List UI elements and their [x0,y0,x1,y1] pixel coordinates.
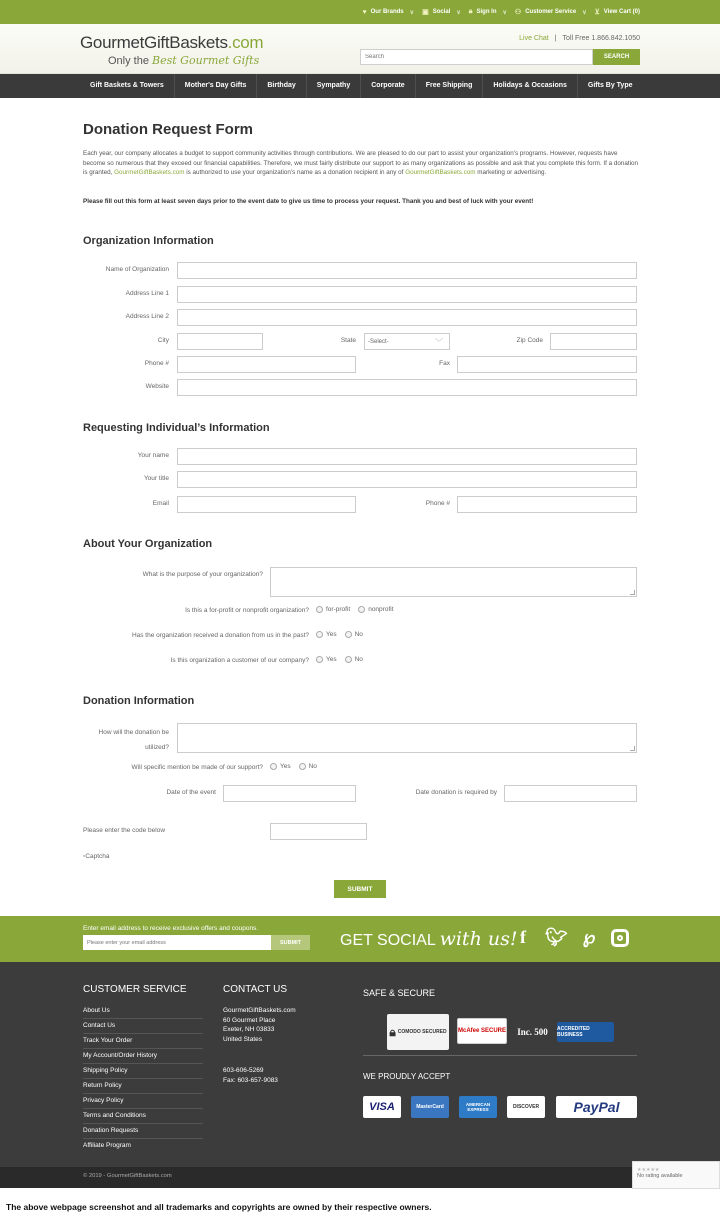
chevron-down-icon: ∨ [456,9,461,16]
website-field[interactable] [177,379,637,396]
donation-form [0,98,720,916]
nav-mothers-day[interactable]: Mother's Day Gifts [175,74,258,98]
indiv-phone-field[interactable] [457,496,637,513]
header-links: Live Chat | Toll Free 1.866.842.1050 [519,35,640,42]
event-date-field[interactable] [223,785,356,802]
rating-widget[interactable]: ★★★★★ No rating available [632,1161,720,1189]
label-purpose: What is the purpose of your organization? [142,571,263,578]
broken-image-icon: ▫ [83,853,86,860]
city-field[interactable] [177,333,263,350]
get-social-heading: GET SOCIAL with us! [340,928,518,950]
logo-tagline: Only the Best Gourmet Gifts [108,54,260,67]
disclaimer: The above webpage screenshot and all trademarks and copyrights are owned by their respective owners. [6,1202,432,1212]
live-chat-link[interactable]: Live Chat [519,35,549,42]
newsletter-email-input[interactable] [83,935,271,950]
past-donation-radio-group [316,631,371,638]
label-zip: Zip Code [516,337,543,344]
mention-yes-radio[interactable]: Yes [270,763,291,770]
heart-icon: ♥ [362,8,367,16]
label-utilized: How will the donation be utilized? [98,729,169,751]
utility-bar [0,0,720,24]
copyright-text: © 2019 - GourmetGiftBaskets.com [83,1173,172,1179]
twitter-icon[interactable]: 🐦︎ [545,927,568,947]
your-name-field[interactable] [177,448,637,465]
footer-cs-links [83,1004,203,1154]
sign-in-link[interactable]: 🔒︎ Sign In ∨ [468,8,507,16]
copyright-bar [0,1167,720,1188]
section-heading-organization: Organization Information [83,235,214,247]
your-title-field[interactable] [177,471,637,488]
nav-holidays[interactable]: Holidays & Occasions [483,74,578,98]
section-heading-donation: Donation Information [83,695,195,707]
label-state: State [340,337,356,344]
label-captcha: Please enter the code below [83,827,166,834]
people-icon: ⚇ [514,9,522,16]
label-fax: Fax [439,360,450,367]
label-event-date: Date of the event [166,789,216,796]
paypal-icon: PayPal [556,1096,637,1118]
stars-icon: ★★★★★ [637,1167,660,1173]
pinterest-icon[interactable]: ℘ [582,927,596,947]
nav-free-shipping[interactable]: Free Shipping [416,74,484,98]
visa-card-icon: VISA [363,1096,401,1118]
site-footer [0,962,720,1167]
site-link[interactable]: GourmetGiftBaskets.com [114,169,185,177]
submit-button[interactable]: SUBMIT [334,880,386,898]
for-profit-radio[interactable]: for-profit [316,606,350,613]
footer-address: GourmetGiftBaskets.com 60 Gourmet Place Exeter, NH 03833 United States [223,1007,296,1044]
site-header [0,24,720,74]
nonprofit-radio[interactable]: nonprofit [358,606,393,613]
label-address2: Address Line 2 [125,313,169,320]
mcafee-badge: McAfee SECURE [457,1018,507,1044]
email-field[interactable] [177,496,356,513]
footer-link-affiliate[interactable]: Affiliate Program [83,1142,131,1149]
customer-no-radio[interactable]: No [345,656,363,663]
search-input[interactable] [360,49,593,65]
footer-heading-safe: SAFE & SECURE [363,988,436,998]
view-cart-link[interactable]: ⊻ View Cart (0) [594,9,640,16]
page-title: Donation Request Form [83,121,254,138]
label-email: Email [152,500,169,507]
state-select[interactable]: -Select- ﹀ [364,333,450,350]
mention-radio-group [270,763,325,770]
chat-icon: ▣ [422,9,429,16]
section-heading-about: About Your Organization [83,538,213,550]
past-donation-yes-radio[interactable]: Yes [316,631,337,638]
logo[interactable]: GourmetGiftBaskets.com [80,33,264,52]
padlock-icon: 🔒︎ [389,1024,396,1039]
footer-link-privacy[interactable]: Privacy Policy [83,1094,203,1109]
footer-link-track[interactable]: Track Your Order [83,1034,203,1049]
nav-gifts-by-type[interactable]: Gifts By Type [587,82,633,89]
captcha-field[interactable] [270,823,367,840]
customer-radio-group [316,656,371,663]
footer-link-contact[interactable]: Contact Us [83,1019,203,1034]
our-brands-link[interactable]: ♥ Our Brands ∨ [362,8,415,16]
address1-field[interactable] [177,286,637,303]
footer-link-account[interactable]: My Account/Order History [83,1049,203,1064]
label-mention: Will specific mention be made of our support? [131,764,263,771]
social-link[interactable]: ▣ Social ∨ [422,9,461,16]
nav-birthday[interactable]: Birthday [257,74,306,98]
label-org-name: Name of Organization [105,266,169,273]
comodo-badge: 🔒︎ COMODO SECURED [387,1014,449,1050]
footer-link-about[interactable]: About Us [83,1004,203,1019]
cart-icon: ⊻ [594,9,600,16]
bbb-badge: ACCREDITED BUSINESS [557,1022,614,1042]
chevron-down-icon: ∨ [502,9,507,16]
utilized-textarea[interactable] [177,723,637,753]
address2-field[interactable] [177,309,637,326]
footer-phone: 603-606-5269 Fax: 603-657-9083 [223,1067,278,1084]
chevron-down-icon: ∨ [582,9,587,16]
intro-text: Each year, our company allocates a budget to support community activities through contributions. We are pleased to do our part to assist your organization's programs. However, requests have become so numerous that they exceed our financial capabilities. Therefore, we must fairly distribute our support to as many organizations as possible and ask that you complete this form. If a donation is granted, GourmetGiftBaskets.com is authorized to use your organization's name as a donation recipient in any of GourmetGiftBaskets.com marketing or advertising. [83,150,639,177]
label-website: Website [145,383,169,390]
label-phone: Phone # [144,360,169,367]
org-name-field[interactable] [177,262,637,279]
label-past-donation: Has the organization received a donation from us in the past? [131,632,309,639]
form-note: Please fill out this form at least seven days prior to the event date to give us time to process your request. Thank you and best of luck with your event! [83,198,534,205]
fax-field[interactable] [457,356,637,373]
nav-gift-baskets[interactable]: Gift Baskets & Towers [80,74,175,98]
nav-corporate[interactable]: Corporate [361,74,415,98]
footer-link-return[interactable]: Return Policy [83,1079,203,1094]
mastercard-icon: MasterCard [411,1096,449,1118]
footer-heading-cs: CUSTOMER SERVICE [83,984,187,995]
toll-free-number: Toll Free 1.866.842.1050 [562,35,640,42]
mention-no-radio[interactable]: No [299,763,317,770]
footer-link-shipping[interactable]: Shipping Policy [83,1064,203,1079]
label-required-date: Date donation is required by [415,789,497,796]
label-city: City [157,337,169,344]
facebook-icon[interactable]: f [520,927,526,947]
required-date-field[interactable] [504,785,637,802]
section-heading-individual: Requesting Individual’s Information [83,422,270,434]
customer-service-link[interactable]: ⚇ Customer Service ∨ [514,9,587,16]
label-address1: Address Line 1 [125,290,169,297]
lock-icon: 🔒︎ [468,8,473,15]
discover-card-icon: DISCOVER [507,1096,545,1118]
chevron-down-icon: ∨ [409,9,415,16]
newsletter-submit-button[interactable]: SUBMIT [271,935,310,950]
profit-radio-group [316,606,402,613]
zip-field[interactable] [550,333,637,350]
site-link[interactable]: GourmetGiftBaskets.com [405,169,476,177]
chevron-down-icon: ﹀ [435,338,443,347]
footer-link-donation[interactable]: Donation Requests [83,1124,203,1139]
newsletter-bar [0,916,720,962]
amex-card-icon: AMERICAN EXPRESS [459,1096,497,1118]
label-your-title: Your title [143,475,169,482]
purpose-textarea[interactable] [270,567,637,597]
customer-yes-radio[interactable]: Yes [316,656,337,663]
footer-heading-accept: WE PROUDLY ACCEPT [363,1072,451,1081]
footer-heading-contact: CONTACT US [223,984,288,995]
nav-sympathy[interactable]: Sympathy [307,74,361,98]
captcha-image: ▫Captcha [83,853,110,860]
inc500-badge: Inc. 500 [516,1016,549,1048]
phone-field[interactable] [177,356,356,373]
label-customer: Is this organization a customer of our company? [170,657,309,664]
label-your-name: Your name [137,452,169,459]
search-button[interactable]: SEARCH [593,49,640,65]
label-profit: Is this a for-profit or nonprofit organization? [185,607,309,614]
footer-link-terms[interactable]: Terms and Conditions [83,1109,203,1124]
past-donation-no-radio[interactable]: No [345,631,363,638]
main-nav [0,74,720,98]
instagram-icon[interactable] [609,926,631,948]
label-indiv-phone: Phone # [425,500,450,507]
newsletter-text: Enter email address to receive exclusive offers and coupons. [83,925,259,932]
